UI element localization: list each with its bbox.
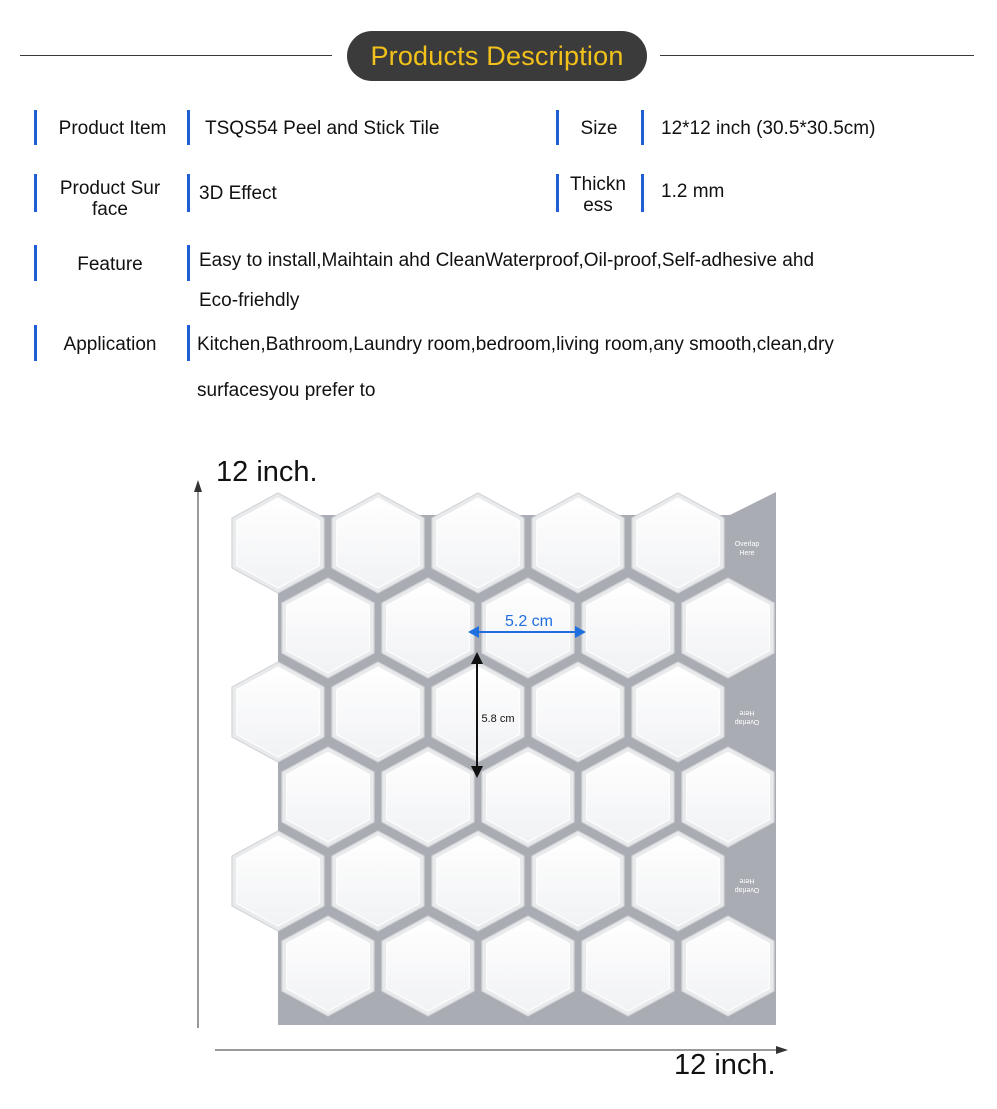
thickness-label-line1: Thickn (570, 174, 626, 195)
thickness-value: 1.2 mm (661, 181, 725, 202)
application-label: Application (63, 334, 157, 355)
size-label: Size (580, 118, 618, 139)
application-text-line2: surfacesyou prefer to (197, 380, 376, 401)
product-surface-label-line2: face (92, 199, 128, 220)
section-title: Products Description (347, 31, 647, 81)
overlap-label: Overlap (734, 541, 760, 548)
hex-height-label: 5.8 cm (481, 713, 515, 725)
product-surface-value: 3D Effect (199, 183, 277, 204)
feature-text-line2: Eco-friehdly (199, 290, 300, 311)
feature-label: Feature (77, 254, 143, 275)
overlap-label: Overlap (734, 886, 760, 893)
product-item-value: TSQS54 Peel and Stick Tile (205, 118, 440, 139)
width-dimension-label: 12 inch. (674, 1049, 776, 1081)
height-dimension-label: 12 inch. (216, 456, 318, 488)
product-item-label: Product Item (58, 118, 167, 139)
hex-width-label: 5.2 cm (504, 613, 554, 630)
thickness-label-line2: ess (583, 195, 613, 216)
vertical-axis (194, 480, 202, 1028)
application-text-line1: Kitchen,Bathroom,Laundry room,bedroom,living room,any smooth,clean,dry (197, 334, 834, 355)
product-surface-label-line1: Product Sur (59, 178, 161, 199)
feature-text-line1: Easy to install,Maihtain ahd CleanWaterproof,Oil-proof,Self-adhesive ahd (199, 250, 815, 271)
overlap-label: Here (739, 709, 755, 716)
overlap-label: Here (739, 877, 755, 884)
overlap-label: Overlap (734, 718, 760, 725)
size-value: 12*12 inch (30.5*30.5cm) (661, 118, 876, 139)
overlap-label: Here (739, 550, 755, 557)
